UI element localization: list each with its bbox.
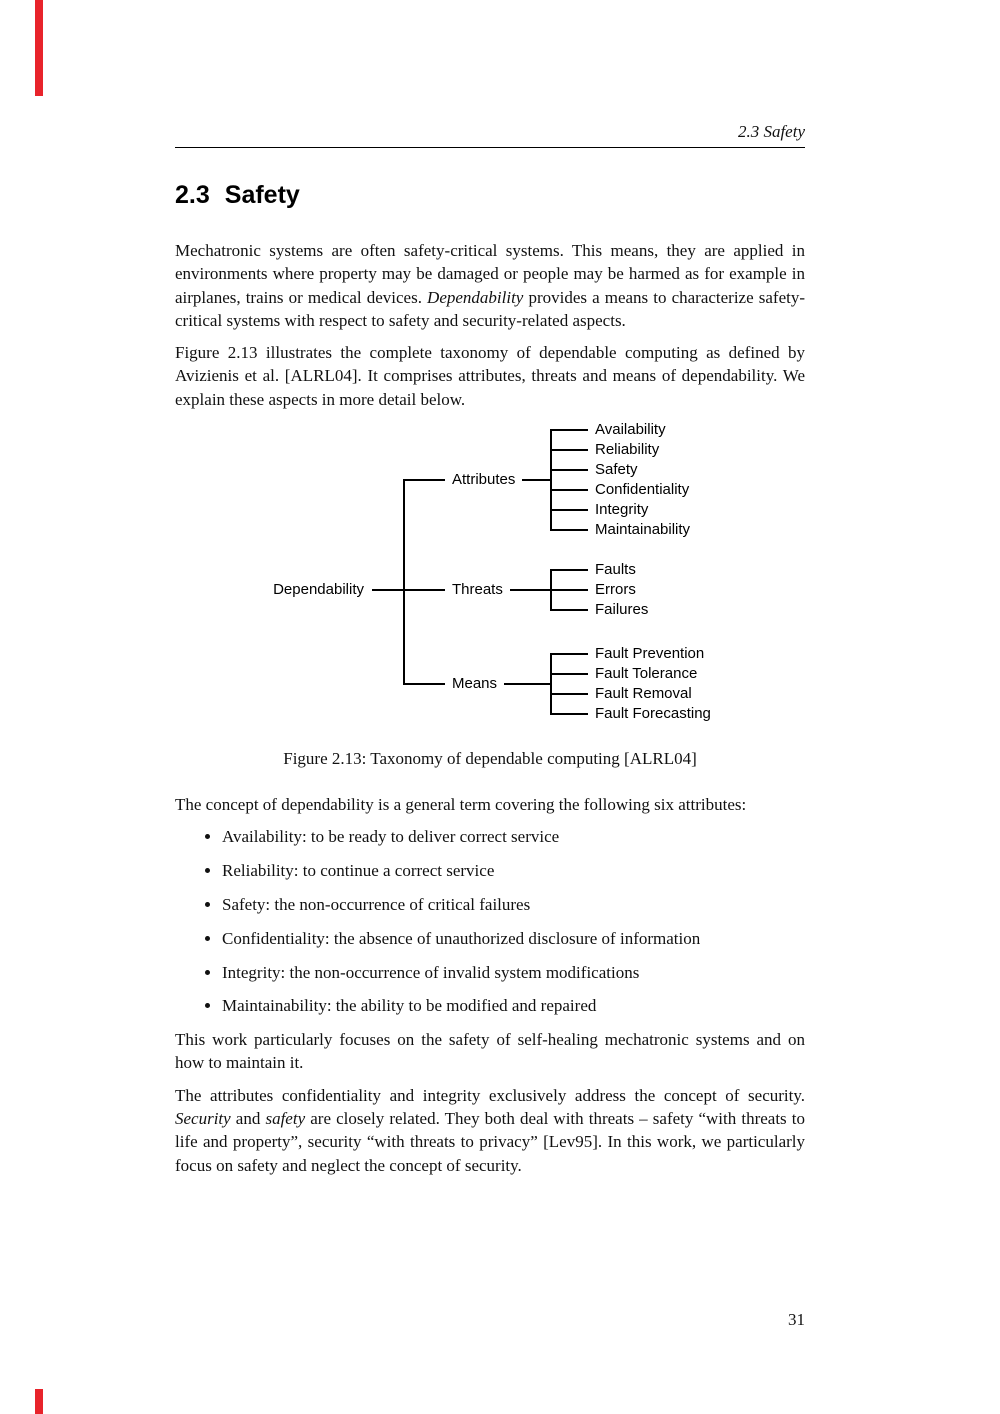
connector-segment (504, 683, 550, 685)
text-segment: Mechatronic systems are often safety-critical systems. This means, they are applied in environments where property may be damaged or people may be harmed as for example in airplanes, trains or medical devices. (175, 241, 805, 307)
tree-leaf-label: Faults (595, 561, 636, 579)
tree-leaf (550, 440, 805, 460)
tree-leaf-label: Fault Tolerance (595, 665, 698, 683)
connector-segment (550, 509, 588, 511)
tree-leaf-label: Errors (595, 581, 636, 599)
tree-leaf (550, 664, 805, 684)
italic-term-security: Security (175, 1109, 231, 1129)
connector-segment (550, 489, 588, 491)
tree-leaf-label: Maintainability (595, 521, 691, 539)
connector-segment (403, 589, 445, 591)
tree-leaf (550, 684, 805, 704)
connector-segment (550, 569, 588, 571)
tree-leaf-label: Fault Forecasting (595, 705, 711, 723)
tree-leaf (550, 704, 805, 724)
list-item: • Maintainability: the ability to be modified and repaired (222, 994, 805, 1017)
connector-segment (550, 469, 588, 471)
tree-leaf-label: Fault Prevention (595, 645, 705, 663)
text-block (175, 0, 805, 1186)
connector-segment (550, 589, 588, 591)
running-header (175, 0, 805, 148)
page-number: 31 (788, 1310, 805, 1329)
tree-leaf (550, 480, 805, 500)
tree-branch-label: Attributes (452, 471, 516, 489)
text-segment: provides a means to characterize safety-critical systems with respect to safety and security-related aspects. (175, 287, 805, 330)
tree-leaf-label: Reliability (595, 441, 660, 459)
tree-leaf-label: Failures (595, 601, 649, 619)
section-heading (175, 181, 805, 210)
attributes-bullet-list (175, 825, 805, 1017)
tree-leaf (550, 580, 805, 600)
italic-term-safety: safety (265, 1109, 306, 1129)
tree-root (175, 580, 403, 600)
connector-segment (522, 479, 550, 481)
tree-leaf (550, 420, 805, 440)
connector-segment (550, 713, 588, 715)
tree-branch-threats (403, 580, 550, 600)
tree-leaf-label: Fault Removal (595, 685, 692, 703)
connector-segment (550, 653, 588, 655)
tree-leaf (550, 600, 805, 620)
red-binding-mark-top (35, 0, 43, 96)
connector-segment (550, 529, 588, 531)
tree-leaf-label: Availability (595, 421, 666, 439)
tree-branch-label: Threats (452, 581, 503, 599)
paragraph-3: The concept of dependability is a general term covering the following six attributes: (175, 795, 747, 815)
section-title: Safety (224, 181, 300, 209)
tree-leaf (550, 644, 805, 664)
connector-segment (550, 693, 588, 695)
text-segment: are closely related. They both deal with threats – safety “with threats to life and property”, security “with threats to privacy” [Lev95]. In this work, we particularly focus on safety and neglect the concept of security. (175, 1109, 805, 1175)
tree-leaf-label: Confidentiality (595, 481, 690, 499)
tree-branch-attributes (403, 470, 550, 490)
running-header-text: 2.3 Safety (737, 122, 805, 141)
tree-branch-label: Means (452, 675, 498, 693)
connector-segment (550, 449, 588, 451)
connector-segment (403, 479, 445, 481)
tree-leaf-label: Integrity (595, 501, 649, 519)
text-segment: The attributes confidentiality and integrity exclusively address the concept of security. (175, 1085, 805, 1105)
connector-segment (372, 589, 403, 591)
connector-segment (550, 609, 588, 611)
tree-leaf (550, 460, 805, 480)
tree-leaf (550, 500, 805, 520)
tree-leaf-label: Safety (595, 461, 638, 479)
connector-segment (550, 429, 588, 431)
paragraph-1 (175, 239, 805, 332)
figure-caption: Figure 2.13: Taxonomy of dependable computing [ALRL04] (283, 749, 697, 769)
connector-segment (550, 673, 588, 675)
tree-branch-means (403, 674, 550, 694)
italic-term-dependability: Dependability (427, 287, 524, 307)
list-item: • Safety: the non-occurrence of critical failures (222, 893, 805, 916)
connector-segment (510, 589, 550, 591)
red-binding-mark-bottom (35, 1389, 43, 1414)
paragraph-2: Figure 2.13 illustrates the complete taxonomy of dependable computing as defined by Avizienis et al. [ALRL04]. It comprises attributes, threats and means of dependability. We explain these aspects in more detail below. (175, 343, 805, 409)
tree-leaf (550, 520, 805, 540)
list-item: • Availability: to be ready to deliver correct service (222, 825, 805, 848)
list-item: • Reliability: to continue a correct service (222, 859, 805, 882)
figure-2-13-taxonomy-diagram (175, 420, 805, 730)
section-number: 2.3 (175, 181, 210, 209)
text-segment: and (230, 1109, 266, 1129)
tree-leaf (550, 560, 805, 580)
paragraph-4: This work particularly focuses on the safety of self-healing mechatronic systems and on how to maintain it. (175, 1030, 805, 1073)
tree-root-label: Dependability (273, 581, 364, 599)
list-item: • Integrity: the non-occurrence of invalid system modifications (222, 961, 805, 984)
connector-segment (403, 683, 445, 685)
paragraph-5 (175, 1084, 805, 1177)
list-item: • Confidentiality: the absence of unauthorized disclosure of information (222, 927, 805, 950)
